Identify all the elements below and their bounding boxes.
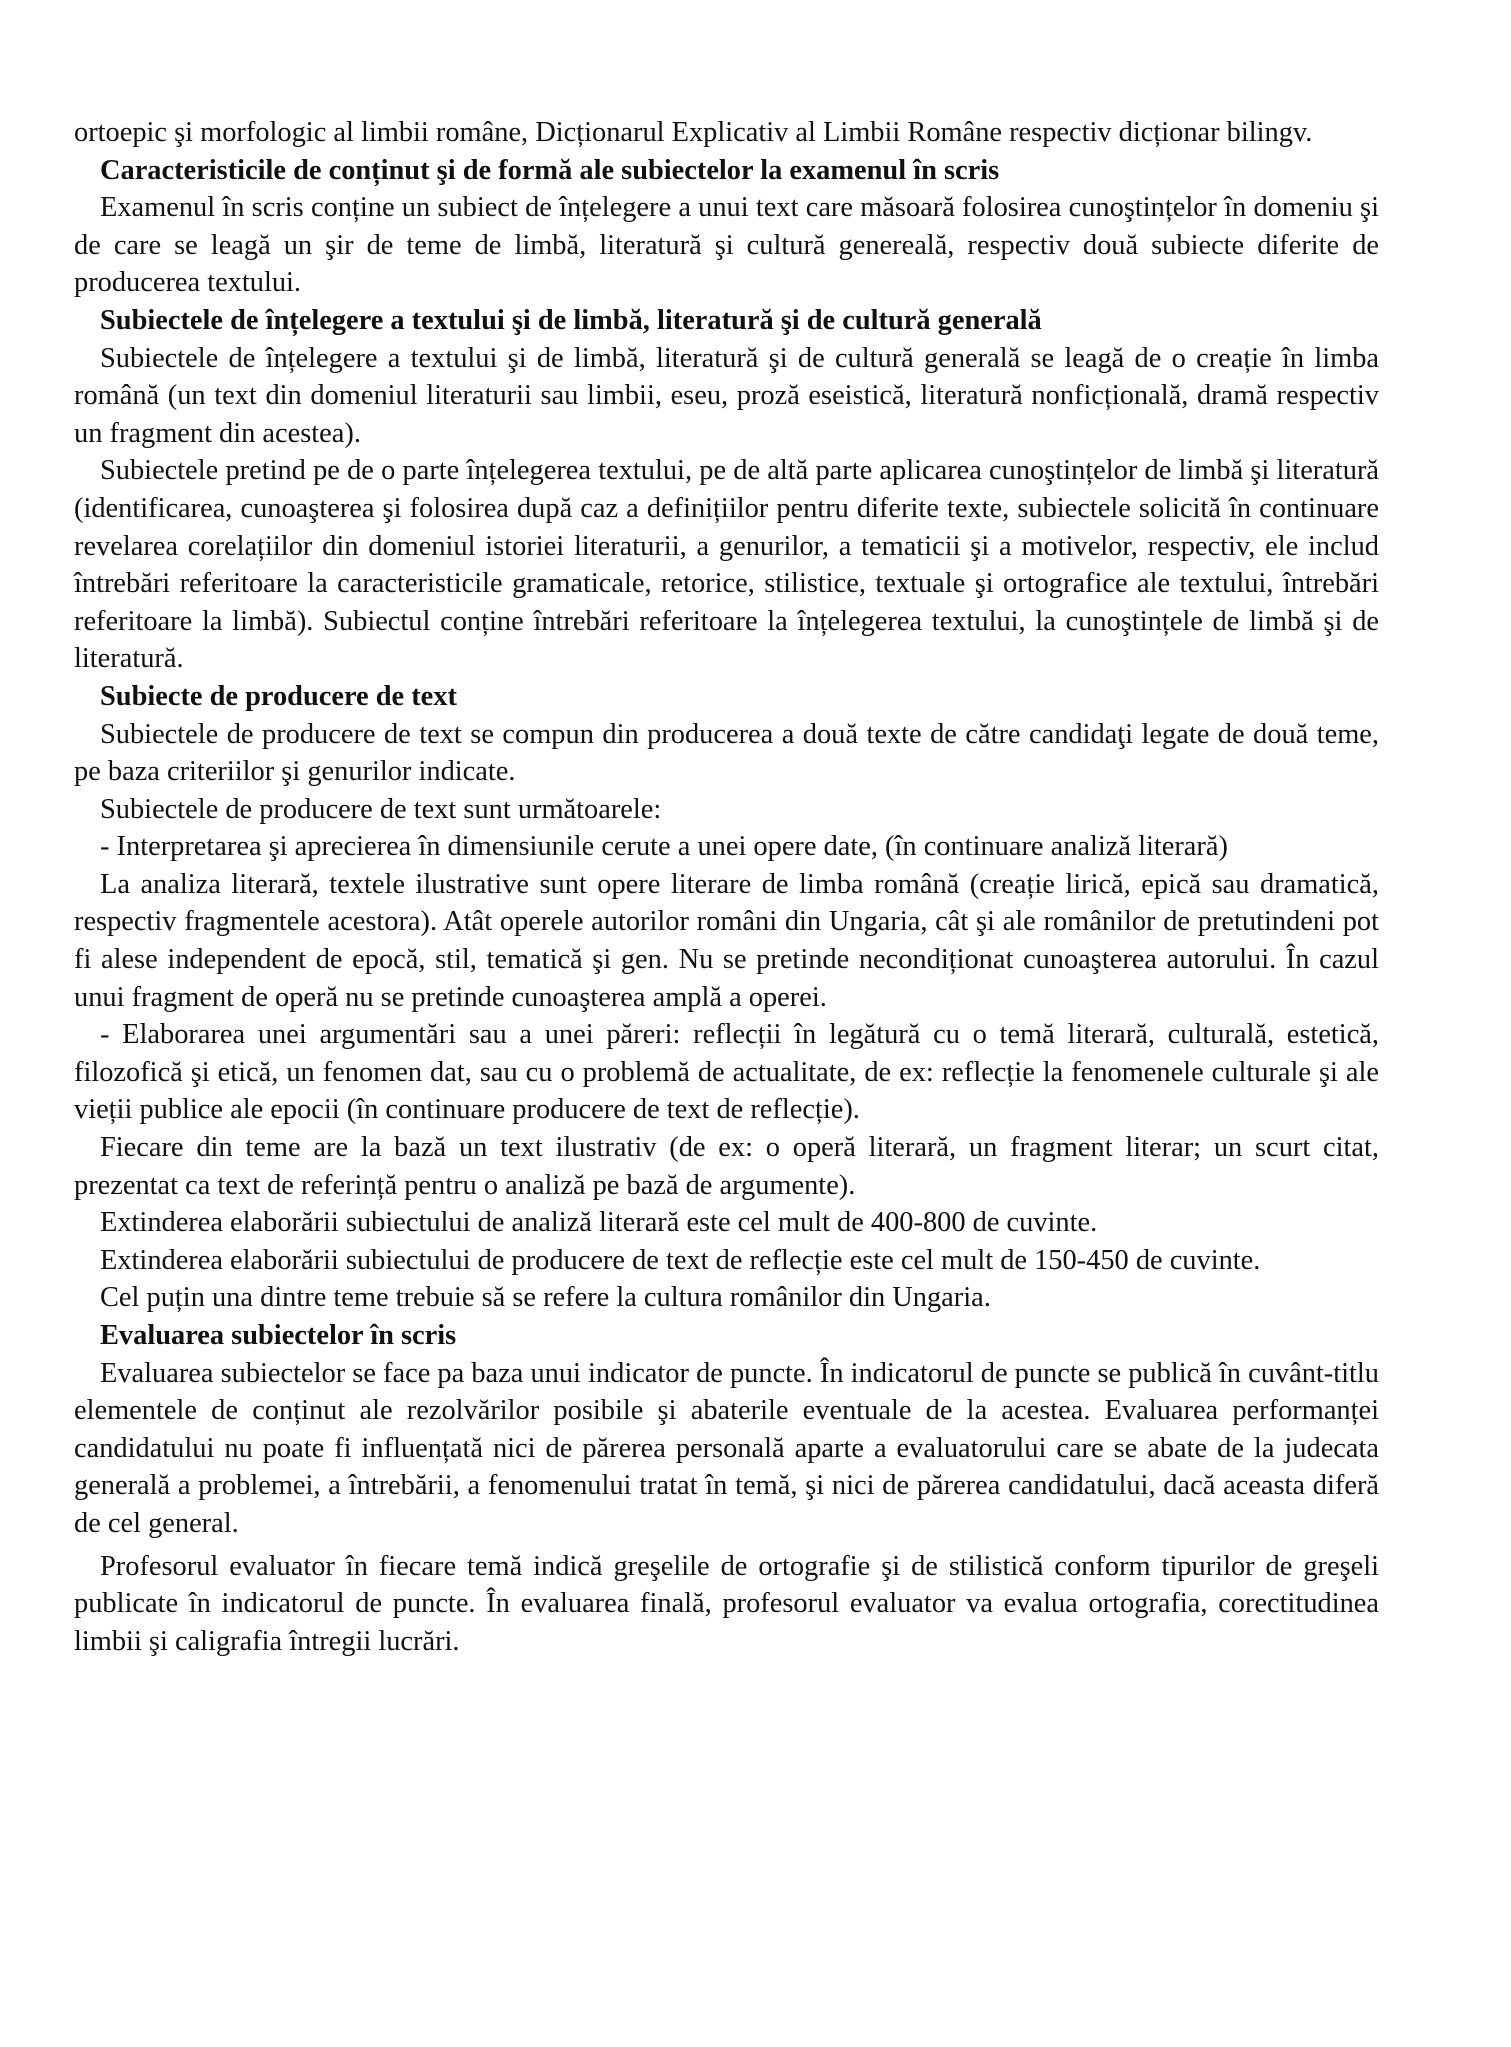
paragraph-analysis-length: Extinderea elaborării subiectului de analiză literară este cel mult de 400-800 de cuvinte. xyxy=(100,1207,1098,1239)
paragraph-evaluator-role: Profesorul evaluator în fiecare temă indică greşelile de ortografie şi de stilistică conform tipurilor de greşeli publicate în indicatorul de puncte. În evaluarea finală, profesorul evaluator va evalua ortografia, corectitudinea limbii şi caligrafia întregii lucrări. xyxy=(74,1550,1379,1657)
paragraph-reflection-length: Extinderea elaborării subiectului de producere de text de reflecție este cel mult de 150-450 de cuvinte. xyxy=(100,1244,1261,1276)
list-item-literary-analysis: - Interpretarea şi aprecierea în dimensiunile cerute a unei opere date, (în continuare analiză literară) xyxy=(100,831,1228,863)
paragraph-comprehension-requirements: Subiectele pretind pe de o parte înțelegerea textului, pe de altă parte aplicarea cunoştințelor de limbă şi literatură (identificarea, cunoaşterea şi folosirea după caz a definițiilor pentru diferite texte, subiectele solicită în continuare revelarea corelațiilor din domeniul istoriei literaturii, a genurilor, a tematicii şi a motivelor, respectiv, ele includ întrebări referitoare la caracteristicile gramaticale, retorice, stilistice, textuale şi ortografice ale textului, întrebări referitoare la limbă). Subiectul conține întrebări referitoare la înțelegerea textului, la cunoştințele de limbă şi de literatură. xyxy=(74,455,1379,675)
paragraph-culture-requirement: Cel puțin una dintre teme trebuie să se refere la cultura românilor din Ungaria. xyxy=(100,1282,991,1314)
section-heading-content-form: Caracteristicile de conținut şi de formă ale subiectelor la examenul în scris xyxy=(100,154,1000,186)
paragraph-illustrative-text: Fiecare din teme are la bază un text ilustrativ (de ex: o operă literară, un fragment literar; un scurt citat, prezentat ca text de referință pentru o analiză pe bază de argumente). xyxy=(74,1132,1379,1201)
paragraph-comprehension-source: Subiectele de înțelegere a textului şi de limbă, literatură şi de cultură generală se leagă de o creație în limba română (un text din domeniul literaturii sau limbii, eseu, proză eseistică, literatură nonficțională, dramă respectiv un fragment din acestea). xyxy=(74,342,1379,449)
paragraph-literary-analysis: La analiza literară, textele ilustrative sunt opere literare de limba română (creație lirică, epică sau dramatică, respectiv fragmentele acestora). Atât operele autorilor români din Ungaria, cât şi ale românilor de pretutindeni pot fi alese independent de epocă, stil, tematică şi gen. Nu se pretinde necondiționat cunoaşterea autorului. În cazul unui fragment de operă nu se pretinde cunoaşterea amplă a operei. xyxy=(74,868,1379,1013)
list-item-argumentation: - Elaborarea unei argumentări sau a unei păreri: reflecții în legătură cu o temă literară, culturală, estetică, filozofică şi etică, un fenomen dat, sau cu o problemă de actualitate, de ex: reflecție la fenomenele culturale şi ale vieții publice ale epocii (în continuare producere de text de reflecție). xyxy=(74,1019,1379,1126)
section-heading-comprehension: Subiectele de înțelegere a textului şi de limbă, literatură şi de cultură generală xyxy=(100,304,1042,336)
paragraph-continuation: ortoepic şi morfologic al limbii române, Dicționarul Explicativ al Limbii Române respectiv dicționar bilingv. xyxy=(74,117,1313,148)
paragraph-evaluation-criteria: Evaluarea subiectelor se face pa baza unui indicator de puncte. În indicatorul de puncte se publică în cuvânt-titlu elementele de conținut ale rezolvărilor posibile şi abaterile eventuale de la acestea. Evaluarea performanței candidatului nu poate fi influențată nici de părerea personală aparte a evaluatorului care se abate de la judecata generală a problemei, a întrebării, a fenomenului tratat în temă, şi nici de părerea candidatului, dacă aceasta diferă de cel general. xyxy=(74,1357,1379,1539)
section-heading-evaluation: Evaluarea subiectelor în scris xyxy=(100,1320,457,1351)
section-heading-text-production: Subiecte de producere de text xyxy=(100,680,457,712)
paragraph-text-production-list-intro: Subiectele de producere de text sunt următoarele: xyxy=(100,793,662,825)
paragraph-exam-description: Examenul în scris conține un subiect de înțelegere a unui text care măsoară folosirea cunoştințelor în domeniu şi de care se leagă un şir de teme de limbă, literatură şi cultură genereală, respectiv două subiecte diferite de producerea textului. xyxy=(74,192,1379,299)
paragraph-text-production-intro: Subiectele de producere de text se compun din producerea a două texte de către candidaţi legate de două teme, pe baza criteriilor şi genurilor indicate. xyxy=(74,718,1379,788)
